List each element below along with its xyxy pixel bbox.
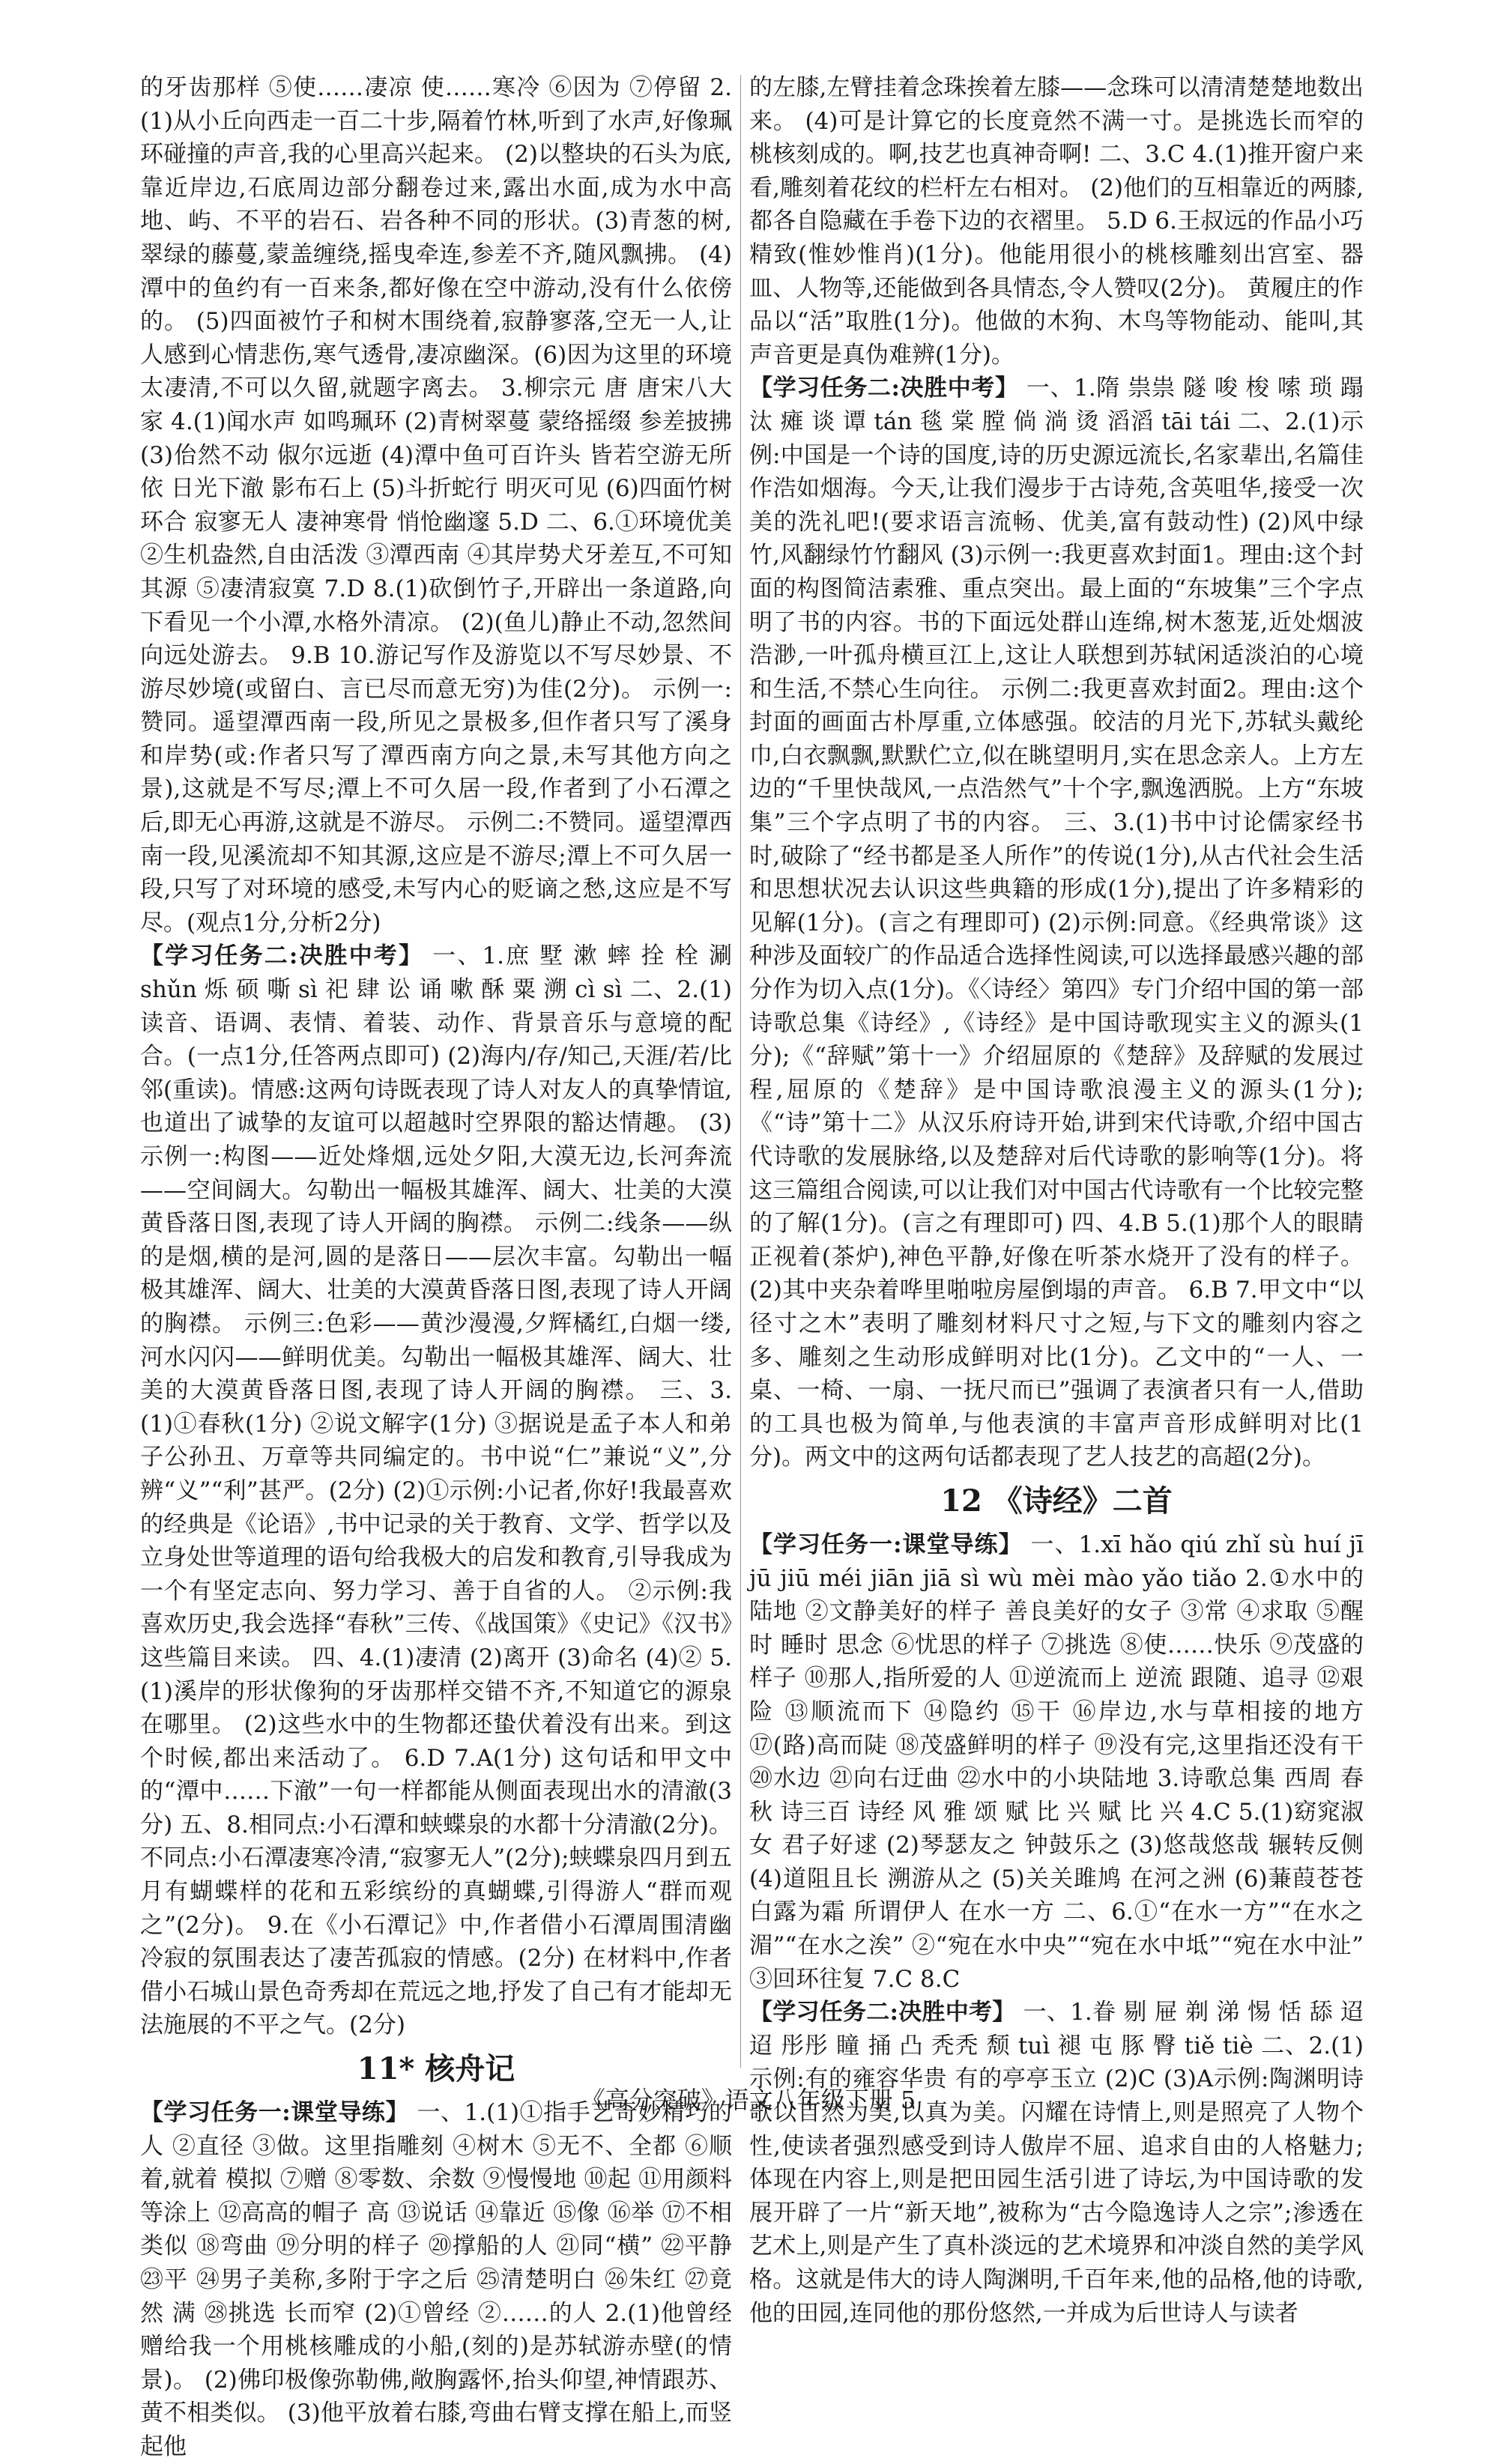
right-task-heading-2: 【学习任务二:决胜中考】	[749, 375, 1019, 402]
left-paragraph-2	[140, 939, 732, 2042]
left-paragraph-3	[140, 2096, 732, 2464]
left-task-heading-2: 【学习任务二:决胜中考】	[140, 942, 424, 970]
right-paragraph-2	[749, 372, 1364, 1474]
right-column	[749, 71, 1364, 2330]
left-task-heading-3: 【学习任务一:课堂导练】	[140, 2099, 410, 2127]
right-task-heading-3: 【学习任务一:课堂导练】	[749, 1531, 1023, 1558]
page-footer: 《高分突破》语文八年级下册 5	[581, 2086, 916, 2114]
right-task-text-2: 一、1.隋 祟祟 隧 唆 梭 嗦 琐 蹋 汰 瘫 谈 谭 tán 毯 棠 膛 倘 淌 烫 滔滔 tāi tái 二、2.(1)示例:中国是一个诗的国度,诗的历史源远流长,名家辈出,名篇佳作浩如烟海。今天,让我们漫步于古诗苑,含英咀华,接受一次美的洗礼吧!(要求语言流畅、优美,富有鼓动性) (2)风中绿竹,风翻绿竹竹翻风 (3)示例一:我更喜欢封面1。理由:这个封面的构图简洁素雅、重点突出。最上面的“东坡集”三个字点明了书的内容。书的下面远处群山连绵,树木葱茏,近处烟波浩渺,一叶孤舟横亘江上,这让人联想到苏轼闲适淡泊的心境和生活,不禁心生向往。 示例二:我更喜欢封面2。理由:这个封面的画面古朴厚重,立体感强。皎洁的月光下,苏轼头戴纶巾,白衣飘飘,默默伫立,似在眺望明月,实在思念亲人。上方左边的“千里快哉风,一点浩然气”十个字,飘逸洒脱。上方“东坡集”三个字点明了书的内容。 三、3.(1)书中讨论儒家经书时,破除了“经书都是圣人所作”的传说(1分),从古代社会生活和思想状况去认识这些典籍的形成(1分),提出了许多精彩的见解(1分)。(言之有理即可) (2)示例:同意。《经典常谈》这种涉及面较广的作品适合选择性阅读,可以选择最感兴趣的部分作为切入点(1分)。《〈诗经〉第四》专门介绍中国的第一部诗歌总集《诗经》,《诗经》是中国诗歌现实主义的源头(1分);《“辞赋”第十一》介绍屈原的《楚辞》及辞赋的发展过程,屈原的《楚辞》是中国诗歌浪漫主义的源头(1分);《“诗”第十二》从汉乐府诗开始,讲到宋代诗歌,介绍中国古代诗歌的发展脉络,以及楚辞对后代诗歌的影响等(1分)。将这三篇组合阅读,可以让我们对中国古代诗歌有一个比较完整的了解(1分)。(言之有理即可) 四、4.B 5.(1)那个人的眼睛正视着(茶炉),神色平静,好像在听茶水烧开了没有的样子。 (2)其中夹杂着哗里啪啦房屋倒塌的声音。 6.B 7.甲文中“以径寸之木”表明了雕刻材料尺寸之短,与下文的雕刻内容之多、雕刻之生动形成鲜明对比(1分)。乙文中的“一人、一桌、一椅、一扇、一抚尺而已”强调了表演者只有一人,借助的工具也极为简单,与他表演的丰富声音形成鲜明对比(1分)。两文中的这两句话都表现了艺人技艺的高超(2分)。	[749, 375, 1364, 1471]
right-task-heading-4: 【学习任务二:决胜中考】	[749, 1999, 1016, 2026]
left-paragraph-1: 的牙齿那样 ⑤使……凄凉 使……寒冷 ⑥因为 ⑦停留 2.(1)从小丘向西走一百二十步,隔着竹林,听到了水声,好像珮环碰撞的声音,我的心里高兴起来。 (2)以整块的石头为底,靠近岸边,石底周边部分翻卷过来,露出水面,成为水中高地、屿、不平的岩石、岩各种不同的形状。(3)青葱的树,翠绿的藤蔓,蒙盖缠绕,摇曳牵连,参差不齐,随风飘拂。 (4)潭中的鱼约有一百来条,都好像在空中游动,没有什么依傍的。 (5)四面被竹子和树木围绕着,寂静寥落,空无一人,让人感到心情悲伤,寒气透骨,凄凉幽深。(6)因为这里的环境太凄清,不可以久留,就题字离去。 3.柳宗元 唐 唐宋八大家 4.(1)闻水声 如鸣珮环 (2)青树翠蔓 蒙络摇缀 参差披拂 (3)佁然不动 俶尔远逝 (4)潭中鱼可百许头 皆若空游无所依 日光下澈 影布石上 (5)斗折蛇行 明灭可见 (6)四面竹树环合 寂寥无人 凄神寒骨 悄怆幽邃 5.D 二、6.①环境优美 ②生机盎然,自由活泼 ③潭西南 ④其岸势犬牙差互,不可知其源 ⑤凄清寂寞 7.D 8.(1)砍倒竹子,开辟出一条道路,向下看见一个小潭,水格外清凉。 (2)(鱼儿)静止不动,忽然间向远处游去。 9.B 10.游记写作及游览以不写尽妙景、不游尽妙境(或留白、言已尽而意无穷)为佳(2分)。 示例一:赞同。遥望潭西南一段,所见之景极多,但作者只写了溪身和岸势(或:作者只写了潭西南方向之景,未写其他方向之景),这就是不写尽;潭上不可久居一段,作者到了小石潭之后,即无心再游,这就是不游尽。 示例二:不赞同。遥望潭西南一段,见溪流却不知其源,这应是不游尽;潭上不可久居一段,只写了对环境的感受,未写内心的贬谪之愁,这应是不写尽。(观点1分,分析2分)	[140, 74, 732, 936]
section-title-11: 11* 核舟记	[357, 2051, 515, 2087]
right-task-text-4: 一、1.眷 剔 屉 剃 涕 惕 恬 舔 迢迢 彤彤 瞳 捅 凸 秃秃 颓 tuì 褪 屯 豚 臀 tiě tiè 二、2.(1)示例:有的雍容华贵 有的亭亭玉立 (2)C (3)A示例:陶渊明诗歌以自然为美,以真为美。闪耀在诗情上,则是照亮了人物个性,使读者强烈感受到诗人傲岸不屈、追求自由的人格魅力;体现在内容上,则是把田园生活引进了诗坛,为中国诗歌的发展开辟了一片“新天地”,被称为“古今隐逸诗人之宗”;渗透在艺术上,则是产生了真朴淡远的艺术境界和冲淡自然的美学风格。这就是伟大的诗人陶渊明,千百年来,他的品格,他的诗歌,他的田园,连同他的那份悠然,一并成为后世诗人与读者	[749, 1999, 1364, 2327]
section-title-12: 12 《诗经》二首	[940, 1483, 1173, 1519]
right-task-text-3: 一、1.xī hǎo qiú zhǐ sù huí jī jū jiū méi jiān jiā sì wù mèi mào yǎo tiǎo 2.①水中的陆地 ②文静美好的样子 善良美好的女子 ③常 ④求取 ⑤醒时 睡时 思念 ⑥忧思的样子 ⑦挑选 ⑧使……快乐 ⑨茂盛的样子 ⑩那人,指所爱的人 ⑪逆流而上 逆流 跟随、追寻 ⑫艰险 ⑬顺流而下 ⑭隐约 ⑮干 ⑯岸边,水与草相接的地方 ⑰(路)高而陡 ⑱茂盛鲜明的样子 ⑲没有完,这里指还没有干 ⑳水边 ㉑向右迂曲 ㉒水中的小块陆地 3.诗歌总集 西周 春秋 诗三百 诗经 风 雅 颂 赋 比 兴 赋 比 兴 4.C 5.(1)窈窕淑女 君子好逑 (2)琴瑟友之 钟鼓乐之 (3)悠哉悠哉 辗转反侧 (4)道阻且长 溯游从之 (5)关关雎鸠 在河之洲 (6)蒹葭苍苍 白露为霜 所谓伊人 在水一方 二、6.①“在水一方”“在水之湄”“在水之涘” ②“宛在水中央”“宛在水中坻”“宛在水中沚” ③回环往复 7.C 8.C	[749, 1531, 1364, 1993]
right-paragraph-3	[749, 1528, 1364, 1996]
right-paragraph-1: 的左膝,左臂挂着念珠挨着左膝——念珠可以清清楚楚地数出来。 (4)可是计算它的长度竟然不满一寸。是挑选长而窄的桃核刻成的。啊,技艺也真神奇啊! 二、3.C 4.(1)推开窗户来看,雕刻着花纹的栏杆左右相对。 (2)他们的互相靠近的两膝,都各自隐藏在手卷下边的衣褶里。 5.D 6.王叔远的作品小巧精致(惟妙惟肖)(1分)。他能用很小的桃核雕刻出宫室、器皿、人物等,还能做到各具情态,令人赞叹(2分)。 黄履庄的作品以“活”取胜(1分)。他做的木狗、木鸟等物能动、能叫,其声音更是真伪难辨(1分)。	[749, 74, 1364, 369]
right-paragraph-4	[749, 1996, 1364, 2330]
left-task-text-2: 一、1.庶 墅 漱 蟀 拴 栓 涮 shǔn 烁 硕 嘶 sì 祀 肆 讼 诵 嗽 酥 粟 溯 cì sì 二、2.(1)读音、语调、表情、着装、动作、背景音乐与意境的配合。(一点1分,任答两点即可) (2)海内/存/知己,天涯/若/比邻(重读)。情感:这两句诗既表现了诗人对友人的真挚情谊,也道出了诚挚的友谊可以超越时空界限的豁达情趣。 (3)示例一:构图——近处烽烟,远处夕阳,大漠无边,长河奔流——空间阔大。勾勒出一幅极其雄浑、阔大、壮美的大漠黄昏落日图,表现了诗人开阔的胸襟。 示例二:线条——纵的是烟,横的是河,圆的是落日——层次丰富。勾勒出一幅极其雄浑、阔大、壮美的大漠黄昏落日图,表现了诗人开阔的胸襟。 示例三:色彩——黄沙漫漫,夕辉橘红,白烟一缕,河水闪闪——鲜明优美。勾勒出一幅极其雄浑、阔大、壮美的大漠黄昏落日图,表现了诗人开阔的胸襟。 三、3.(1)①春秋(1分) ②说文解字(1分) ③据说是孟子本人和弟子公孙丑、万章等共同编定的。书中说“仁”兼说“义”,分辨“义”“利”甚严。(2分) (2)①示例:小记者,你好!我最喜欢的经典是《论语》,书中记录的关于教育、文学、哲学以及立身处世等道理的语句给我极大的启发和教育,引导我成为一个有坚定志向、努力学习、善于自省的人。 ②示例:我喜欢历史,我会选择“春秋”三传、《战国策》《史记》《汉书》这些篇目来读。 四、4.(1)凄清 (2)离开 (3)命名 (4)② 5.(1)溪岸的形状像狗的牙齿那样交错不齐,不知道它的源泉在哪里。 (2)这些水中的生物都还蛰伏着没有出来。到这个时候,都出来活动了。 6.D 7.A(1分) 这句话和甲文中的“潭中……下澈”一句一样都能从侧面表现出水的清澈(3分) 五、8.相同点:小石潭和蛱蝶泉的水都十分清澈(2分)。不同点:小石潭凄寒冷清,“寂寥无人”(2分);蛱蝶泉四月到五月有蝴蝶样的花和五彩缤纷的真蝴蝶,引得游人“群而观之”(2分)。 9.在《小石潭记》中,作者借小石潭周围清幽冷寂的氛围表达了凄苦孤寂的情感。(2分) 在材料中,作者借小石城山景色奇秀却在荒远之地,抒发了自己有才能却无法施展的不平之气。(2分)	[140, 942, 732, 2039]
column-divider	[740, 75, 741, 2068]
left-task-text-3: 一、1.(1)①指手艺奇妙精巧的人 ②直径 ③做。这里指雕刻 ④树木 ⑤无不、全都 ⑥顺着,就着 模拟 ⑦赠 ⑧零数、余数 ⑨慢慢地 ⑩起 ⑪用颜料等涂上 ⑫高高的帽子 高 ⑬说话 ⑭靠近 ⑮像 ⑯举 ⑰不相类似 ⑱弯曲 ⑲分明的样子 ⑳撑船的人 ㉑同“横” ㉒平静 ㉓平 ㉔男子美称,多附于字之后 ㉕清楚明白 ㉖朱红 ㉗竟然 满 ㉘挑选 长而窄 (2)①曾经 ②……的人 2.(1)他曾经赠给我一个用桃核雕成的小船,(刻的)是苏轼游赤壁(的情景)。 (2)佛印极像弥勒佛,敞胸露怀,抬头仰望,神情跟苏、黄不相类似。 (3)他平放着右膝,弯曲右臂支撑在船上,而竖起他	[140, 2099, 732, 2460]
